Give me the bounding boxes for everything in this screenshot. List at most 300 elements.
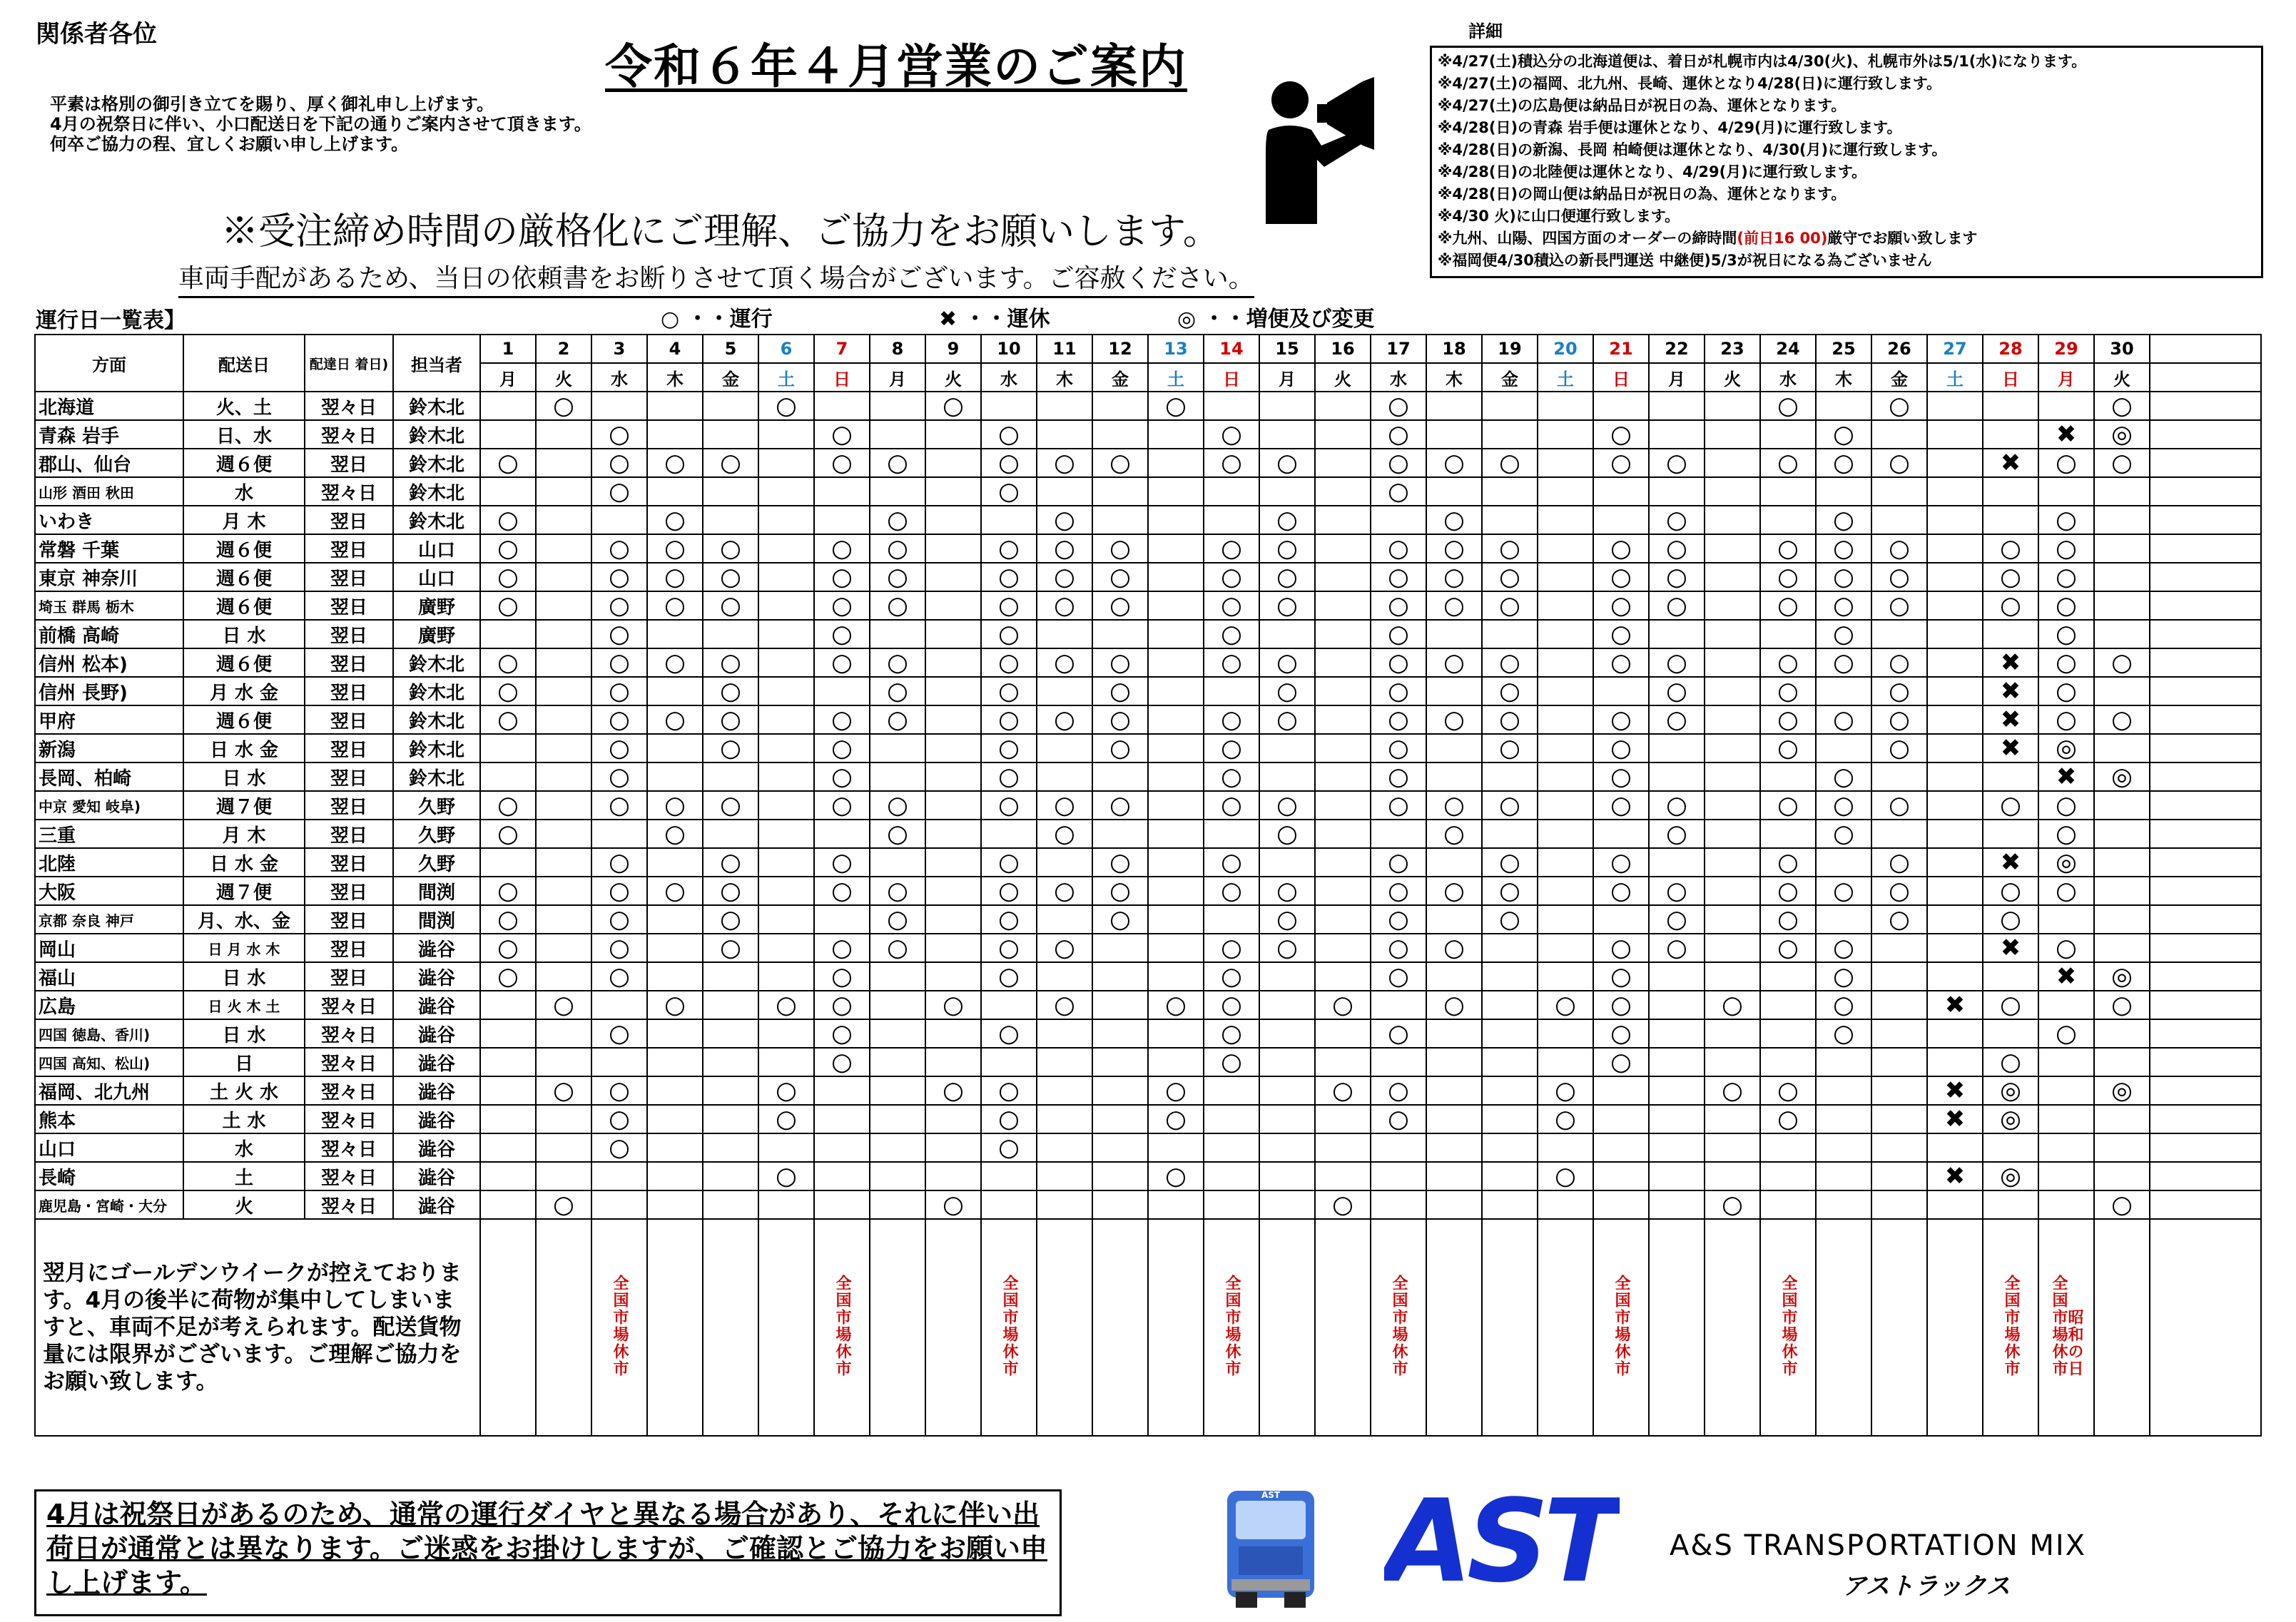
circle-icon: ○ xyxy=(720,905,741,934)
area-cell: 信州 松本) xyxy=(35,648,183,677)
day-cell xyxy=(1426,762,1482,791)
market-cell xyxy=(1927,1219,1983,1436)
circle-icon: ○ xyxy=(664,648,686,677)
day-cell xyxy=(1259,420,1315,449)
circle-icon: ○ xyxy=(1777,591,1799,620)
day-cell xyxy=(1259,762,1315,791)
deadline-lead: ※九州、山陽、四国方面のオーダーの締時間 xyxy=(1438,230,1737,247)
day-cell xyxy=(2038,1048,2094,1076)
day-cell xyxy=(1538,762,1593,791)
circle-icon: ○ xyxy=(1054,991,1075,1019)
circle-icon: ○ xyxy=(1221,734,1242,762)
day-cell xyxy=(870,962,925,991)
day-cell xyxy=(925,877,981,905)
day-cell xyxy=(1983,820,2038,848)
day-cell xyxy=(981,420,1037,449)
day-cell xyxy=(1927,677,1983,705)
circle-icon: ○ xyxy=(1666,905,1687,934)
day-cell xyxy=(1593,392,1649,420)
delivery-cell: 翌日 xyxy=(305,762,393,791)
day-cell xyxy=(1593,420,1649,449)
day-cell xyxy=(1927,734,1983,762)
day-cell xyxy=(1538,506,1593,534)
circle-icon: ○ xyxy=(664,563,686,591)
person-cell: 鈴木北 xyxy=(393,762,480,791)
day-cell xyxy=(591,877,647,905)
day-cell xyxy=(703,1133,758,1162)
truck-image xyxy=(1217,1485,1324,1611)
day-cell xyxy=(981,877,1037,905)
day-cell xyxy=(2038,791,2094,820)
circle-icon: ○ xyxy=(831,734,853,762)
day-cell xyxy=(1259,477,1315,506)
circle-icon: ○ xyxy=(998,534,1020,563)
market-closed-label: 全国市場休市 xyxy=(833,1275,851,1377)
day-cell xyxy=(1760,591,1816,620)
day-cell xyxy=(1371,1048,1426,1076)
circle-icon: ○ xyxy=(720,934,741,962)
day-number: 7 xyxy=(814,335,870,363)
day-cell xyxy=(1426,991,1482,1019)
day-cell xyxy=(1816,934,1871,962)
market-cell xyxy=(870,1219,925,1436)
day-cell xyxy=(1538,791,1593,820)
day-number: 24 xyxy=(1760,335,1816,363)
day-cell xyxy=(703,534,758,563)
day-cell xyxy=(1259,1133,1315,1162)
day-cell xyxy=(1259,705,1315,734)
day-cell xyxy=(1538,620,1593,648)
person-cell: 鈴木北 xyxy=(393,506,480,534)
day-cell xyxy=(1816,392,1871,420)
day-cell xyxy=(1426,1019,1482,1048)
circle-icon: ○ xyxy=(1833,705,1854,734)
day-number: 9 xyxy=(925,335,981,363)
circle-icon: ○ xyxy=(609,962,630,991)
day-cell xyxy=(591,677,647,705)
day-cell xyxy=(981,934,1037,962)
circle-icon: ○ xyxy=(1443,534,1465,563)
day-cell xyxy=(1259,1105,1315,1133)
day-cell xyxy=(1927,620,1983,648)
market-cell xyxy=(1315,1219,1371,1436)
circle-icon: ○ xyxy=(1221,648,1242,677)
day-cell xyxy=(1204,620,1259,648)
day-cell xyxy=(1871,449,1927,477)
circle-icon: ○ xyxy=(887,877,908,905)
circle-icon: ○ xyxy=(1833,762,1854,791)
day-cell xyxy=(870,420,925,449)
day-cell xyxy=(1593,677,1649,705)
circle-icon: ○ xyxy=(2056,705,2077,734)
day-cell xyxy=(536,392,591,420)
market-cell xyxy=(814,1219,870,1436)
day-cell xyxy=(1816,962,1871,991)
circle-icon: ○ xyxy=(2056,677,2077,705)
day-cell xyxy=(1983,905,2038,934)
day-cell xyxy=(1927,791,1983,820)
day-cell xyxy=(647,620,703,648)
day-cell xyxy=(1037,506,1092,534)
day-cell xyxy=(1092,620,1148,648)
day-cell xyxy=(1593,905,1649,934)
circle-icon: ○ xyxy=(1054,591,1075,620)
day-cell xyxy=(480,1133,536,1162)
day-cell xyxy=(1037,420,1092,449)
day-cell xyxy=(2094,848,2150,877)
circle-icon: ○ xyxy=(2056,820,2077,848)
freq-cell: 週６便 xyxy=(183,449,305,477)
day-cell xyxy=(1482,591,1538,620)
day-cell xyxy=(1148,620,1204,648)
double-circle-icon: ◎ xyxy=(2111,420,2133,449)
delivery-cell: 翌々日 xyxy=(305,1190,393,1219)
circle-icon: ○ xyxy=(1388,848,1409,877)
day-cell xyxy=(591,1190,647,1219)
day-cell xyxy=(1593,1190,1649,1219)
day-number: 23 xyxy=(1705,335,1760,363)
day-cell xyxy=(925,1076,981,1105)
market-cell xyxy=(1871,1219,1927,1436)
day-cell xyxy=(1371,934,1426,962)
circle-icon: ○ xyxy=(497,648,519,677)
day-cell xyxy=(1204,991,1259,1019)
day-cell xyxy=(1259,820,1315,848)
day-cell xyxy=(703,991,758,1019)
day-cell xyxy=(1593,477,1649,506)
circle-icon: ○ xyxy=(664,506,686,534)
day-cell xyxy=(814,1076,870,1105)
day-cell xyxy=(703,705,758,734)
circle-icon: ○ xyxy=(887,677,908,705)
weekday: 日 xyxy=(1593,363,1649,392)
day-cell xyxy=(591,905,647,934)
day-cell xyxy=(1649,962,1705,991)
day-cell xyxy=(925,934,981,962)
day-cell xyxy=(647,905,703,934)
weekday: 木 xyxy=(1816,363,1871,392)
table-row xyxy=(35,1019,2261,1048)
circle-icon: ○ xyxy=(1777,1076,1799,1105)
day-cell xyxy=(1871,620,1927,648)
circle-icon: ○ xyxy=(1443,449,1465,477)
day-cell xyxy=(480,705,536,734)
day-cell xyxy=(1037,677,1092,705)
day-cell xyxy=(1259,506,1315,534)
area-cell: 京都 奈良 神戸 xyxy=(35,905,183,934)
day-cell xyxy=(1871,934,1927,962)
delivery-cell: 翌日 xyxy=(305,677,393,705)
day-cell xyxy=(480,1019,536,1048)
day-cell xyxy=(925,1162,981,1190)
day-cell xyxy=(703,1076,758,1105)
circle-icon: ○ xyxy=(998,705,1020,734)
day-cell xyxy=(1426,563,1482,591)
market-cell xyxy=(1148,1219,1204,1436)
freq-cell: 日、水 xyxy=(183,420,305,449)
day-cell xyxy=(1259,1019,1315,1048)
day-cell xyxy=(536,534,591,563)
day-cell xyxy=(536,791,591,820)
day-cell xyxy=(1092,734,1148,762)
circle-icon: ○ xyxy=(1833,591,1854,620)
day-cell xyxy=(1760,620,1816,648)
day-cell xyxy=(1983,477,2038,506)
day-cell xyxy=(1315,934,1371,962)
day-cell xyxy=(870,934,925,962)
day-cell xyxy=(1983,648,2038,677)
day-cell xyxy=(1037,905,1092,934)
day-cell xyxy=(2038,1190,2094,1219)
circle-icon: ○ xyxy=(1388,563,1409,591)
circle-icon: ○ xyxy=(1109,563,1131,591)
day-cell xyxy=(1538,1076,1593,1105)
weekday: 月 xyxy=(2038,363,2094,392)
circle-icon: ○ xyxy=(1388,591,1409,620)
day-cell xyxy=(1092,591,1148,620)
circle-icon: ○ xyxy=(1833,449,1854,477)
day-cell xyxy=(1649,934,1705,962)
delivery-cell: 翌々日 xyxy=(305,1048,393,1076)
circle-icon: ○ xyxy=(1777,677,1799,705)
circle-icon: ○ xyxy=(664,791,686,820)
table-row xyxy=(35,1076,2261,1105)
day-cell xyxy=(1204,1019,1259,1048)
day-cell xyxy=(1538,1019,1593,1048)
day-cell xyxy=(1760,848,1816,877)
market-cell xyxy=(925,1219,981,1436)
circle-icon: ○ xyxy=(1276,791,1298,820)
day-cell xyxy=(870,648,925,677)
day-cell xyxy=(814,1048,870,1076)
day-cell xyxy=(2038,905,2094,934)
day-cell xyxy=(2038,1133,2094,1162)
person-cell: 鈴木北 xyxy=(393,734,480,762)
day-cell xyxy=(1092,934,1148,962)
day-cell xyxy=(870,762,925,791)
day-cell xyxy=(2094,905,2150,934)
day-cell xyxy=(1983,449,2038,477)
day-cell xyxy=(1538,1190,1593,1219)
day-cell xyxy=(870,1076,925,1105)
day-cell xyxy=(1426,1133,1482,1162)
day-cell xyxy=(591,991,647,1019)
circle-icon: ○ xyxy=(1276,677,1298,705)
circle-icon: ○ xyxy=(1054,648,1075,677)
day-cell xyxy=(1816,591,1871,620)
day-cell xyxy=(1037,791,1092,820)
day-cell xyxy=(647,991,703,1019)
delivery-cell: 翌日 xyxy=(305,449,393,477)
page-title: 令和６年４月営業のご案内 xyxy=(605,39,1187,94)
day-cell xyxy=(647,591,703,620)
day-cell xyxy=(1927,1019,1983,1048)
circle-icon: ○ xyxy=(887,934,908,962)
circle-icon: ○ xyxy=(2111,705,2133,734)
circle-icon: ○ xyxy=(887,563,908,591)
day-cell xyxy=(1649,563,1705,591)
day-cell xyxy=(1760,1048,1816,1076)
freq-cell: 月 水 金 xyxy=(183,677,305,705)
circle-icon: ○ xyxy=(1889,591,1910,620)
double-circle-icon: ◎ xyxy=(2056,734,2077,762)
day-cell xyxy=(1816,1076,1871,1105)
day-cell xyxy=(1983,1048,2038,1076)
day-cell xyxy=(480,877,536,905)
day-cell xyxy=(1983,1076,2038,1105)
showa-day-label: 昭和の日 xyxy=(2066,1309,2083,1377)
day-cell xyxy=(1871,648,1927,677)
circle-icon: ○ xyxy=(831,1048,853,1076)
delivery-cell: 翌日 xyxy=(305,563,393,591)
day-cell xyxy=(1092,791,1148,820)
circle-icon: ○ xyxy=(1443,820,1465,848)
day-cell xyxy=(2094,1019,2150,1048)
freq-cell: 日 水 xyxy=(183,762,305,791)
day-cell xyxy=(1371,1076,1426,1105)
circle-icon: ○ xyxy=(998,591,1020,620)
day-cell xyxy=(981,648,1037,677)
day-cell xyxy=(1037,962,1092,991)
day-cell xyxy=(1816,705,1871,734)
day-cell xyxy=(981,791,1037,820)
person-cell: 澁谷 xyxy=(393,1105,480,1133)
circle-icon: ○ xyxy=(831,848,853,877)
day-cell xyxy=(1816,506,1871,534)
day-cell xyxy=(1705,848,1760,877)
day-cell xyxy=(2094,820,2150,848)
cross-icon: ✖ xyxy=(2000,934,2021,962)
day-cell xyxy=(1816,420,1871,449)
day-cell xyxy=(536,734,591,762)
person-cell: 澁谷 xyxy=(393,934,480,962)
weekday: 土 xyxy=(1538,363,1593,392)
day-cell xyxy=(1760,648,1816,677)
day-cell xyxy=(925,648,981,677)
market-cell xyxy=(1983,1219,2038,1436)
day-cell xyxy=(1593,934,1649,962)
circle-icon: ○ xyxy=(998,677,1020,705)
circle-icon: ○ xyxy=(2056,1019,2077,1048)
market-cell xyxy=(1649,1219,1705,1436)
person-cell: 鈴木北 xyxy=(393,648,480,677)
circle-icon: ○ xyxy=(831,648,853,677)
circle-icon: ○ xyxy=(998,449,1020,477)
day-cell xyxy=(1204,1162,1259,1190)
day-cell xyxy=(1259,1076,1315,1105)
circle-icon: ○ xyxy=(609,905,630,934)
day-cell xyxy=(1983,1019,2038,1048)
day-cell xyxy=(1927,1162,1983,1190)
day-cell xyxy=(1705,1162,1760,1190)
day-cell xyxy=(1593,991,1649,1019)
market-cell xyxy=(647,1219,703,1436)
circle-icon: ○ xyxy=(720,591,741,620)
circle-icon: ○ xyxy=(998,734,1020,762)
day-cell xyxy=(1538,1162,1593,1190)
person-cell: 鈴木北 xyxy=(393,420,480,449)
freq-cell: 日 火 木 土 xyxy=(183,991,305,1019)
day-cell xyxy=(1705,420,1760,449)
day-cell xyxy=(1871,534,1927,563)
circle-icon: ○ xyxy=(1109,877,1131,905)
day-cell xyxy=(1871,734,1927,762)
day-cell xyxy=(1371,848,1426,877)
day-cell xyxy=(1927,848,1983,877)
day-cell xyxy=(703,1105,758,1133)
freq-cell: 週６便 xyxy=(183,563,305,591)
day-cell xyxy=(1927,820,1983,848)
day-cell xyxy=(1148,534,1204,563)
schedule-label: 運行日一覧表】 xyxy=(36,308,186,333)
company-name-kana: アストラックス xyxy=(1842,1572,2011,1601)
weekday: 木 xyxy=(1037,363,1092,392)
day-cell xyxy=(1426,620,1482,648)
day-cell xyxy=(1816,563,1871,591)
day-cell xyxy=(1871,1076,1927,1105)
day-cell xyxy=(925,1019,981,1048)
day-cell xyxy=(981,677,1037,705)
blank-cell xyxy=(2150,1019,2261,1048)
day-cell xyxy=(536,1105,591,1133)
day-cell xyxy=(1204,1048,1259,1076)
circle-icon: ○ xyxy=(1777,934,1799,962)
day-cell xyxy=(1649,677,1705,705)
circle-icon: ○ xyxy=(1221,1019,1242,1048)
day-cell xyxy=(1371,591,1426,620)
day-cell xyxy=(1204,1190,1259,1219)
day-cell xyxy=(1871,1190,1927,1219)
circle-icon: ○ xyxy=(1889,392,1910,420)
day-cell xyxy=(1871,1105,1927,1133)
day-cell xyxy=(1426,962,1482,991)
circle-icon: ○ xyxy=(1221,962,1242,991)
day-cell xyxy=(1760,991,1816,1019)
day-cell xyxy=(1927,420,1983,449)
day-cell xyxy=(1538,392,1593,420)
day-cell xyxy=(981,705,1037,734)
day-cell xyxy=(1426,648,1482,677)
table-row xyxy=(35,1190,2261,1219)
double-circle-icon: ◎ xyxy=(2056,848,2077,877)
day-cell xyxy=(1037,1105,1092,1133)
weekday: 月 xyxy=(1649,363,1705,392)
circle-icon: ○ xyxy=(1165,392,1187,420)
day-cell xyxy=(1538,705,1593,734)
day-cell xyxy=(1705,1105,1760,1133)
day-number: 18 xyxy=(1426,335,1482,363)
day-cell xyxy=(647,449,703,477)
day-cell xyxy=(758,1105,814,1133)
day-cell xyxy=(591,563,647,591)
freq-cell: 日 水 xyxy=(183,1019,305,1048)
day-cell xyxy=(480,848,536,877)
circle-icon: ○ xyxy=(497,962,519,991)
day-number: 25 xyxy=(1816,335,1871,363)
day-cell xyxy=(981,591,1037,620)
day-cell xyxy=(1259,791,1315,820)
circle-icon: ○ xyxy=(497,905,519,934)
circle-icon: ○ xyxy=(609,648,630,677)
weekday: 金 xyxy=(1092,363,1148,392)
blank-cell xyxy=(2150,335,2261,363)
day-cell xyxy=(1426,1162,1482,1190)
detail-line: ※4/28(日)の青森 岩手便は運休となり、4/29(月)に運行致します。 xyxy=(1438,119,1902,136)
table-row xyxy=(35,791,2261,820)
circle-icon: ○ xyxy=(1833,877,1854,905)
day-cell xyxy=(1649,620,1705,648)
day-cell xyxy=(1871,991,1927,1019)
